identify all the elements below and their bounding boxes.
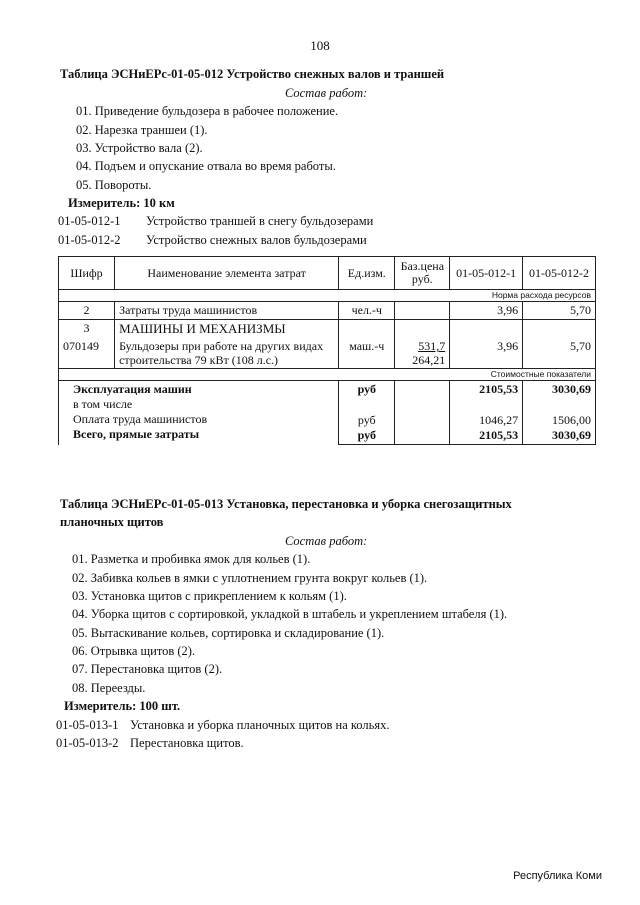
cost-unit-line: руб bbox=[357, 382, 376, 396]
resource-table bbox=[58, 256, 596, 445]
section-cost-label: Стоимостные показатели bbox=[59, 369, 596, 381]
cost-unit-line: руб bbox=[357, 413, 376, 427]
row-name: Затраты труда машинистов bbox=[115, 302, 339, 320]
section-row bbox=[59, 369, 596, 381]
table2-step: 05. Вытаскивание кольев, сортировка и складирование (1). bbox=[72, 626, 385, 640]
cost-v1-line: 1046,27 bbox=[479, 413, 519, 427]
table1-step: 03. Устройство вала (2). bbox=[76, 141, 203, 155]
table2-step: 06. Отрывка щитов (2). bbox=[72, 644, 196, 658]
table-row bbox=[59, 302, 596, 320]
table2-title-line1: Таблица ЭСНиЕРс-01-05-013 Установка, перестановка и уборка снегозащитных bbox=[60, 497, 512, 511]
cost-v2-line: 3030,69 bbox=[552, 382, 591, 396]
row-name bbox=[115, 338, 339, 369]
cost-v1-line: 2105,53 bbox=[479, 428, 519, 442]
table1-code-text: Устройство снежных валов бульдозерами bbox=[146, 233, 367, 247]
table2-meter: Измеритель: 100 шт. bbox=[64, 699, 181, 713]
cost-v2-line: 1506,00 bbox=[552, 413, 591, 427]
table-row bbox=[59, 320, 596, 339]
row-value-1 bbox=[450, 320, 523, 339]
cost-price bbox=[395, 381, 450, 445]
table2-code: 01-05-013-2 bbox=[56, 736, 119, 750]
cost-value-2 bbox=[523, 381, 596, 445]
table-row bbox=[59, 381, 596, 445]
table1-step: 01. Приведение бульдозера в рабочее положение. bbox=[76, 104, 339, 118]
cost-v1-line: 2105,53 bbox=[479, 382, 519, 396]
table2-title-line2: планочных щитов bbox=[60, 515, 164, 529]
header-code: Шифр bbox=[59, 257, 115, 290]
table1-code: 01-05-012-2 bbox=[58, 233, 121, 247]
table2-step: 03. Установка щитов с прикреплением к кольям (1). bbox=[72, 589, 347, 603]
cost-v2-line: 3030,69 bbox=[552, 428, 591, 442]
header-name: Наименование элемента затрат bbox=[115, 257, 339, 290]
cost-v1-line bbox=[454, 397, 518, 413]
page-number: 108 bbox=[310, 38, 330, 53]
footer-region: Республика Коми bbox=[513, 870, 602, 882]
price-line: 531,7 bbox=[418, 339, 446, 353]
row-unit: чел.-ч bbox=[339, 302, 395, 320]
cost-name-line: Эксплуатация машин bbox=[73, 382, 192, 396]
row-name-line: Бульдозеры при работе на других видах bbox=[119, 339, 324, 353]
row-value-1: 3,96 bbox=[450, 302, 523, 320]
header-col1: 01-05-012-1 bbox=[450, 257, 523, 290]
cost-value-1 bbox=[450, 381, 523, 445]
table1-meter: Измеритель: 10 км bbox=[68, 196, 175, 210]
row-value-1: 3,96 bbox=[450, 338, 523, 369]
table1-code: 01-05-012-1 bbox=[58, 214, 121, 228]
table1-step: 05. Повороты. bbox=[76, 178, 152, 192]
table-header-row bbox=[59, 257, 596, 290]
row-code: 070149 bbox=[59, 338, 115, 369]
row-price bbox=[395, 302, 450, 320]
row-price bbox=[395, 320, 450, 339]
cost-name bbox=[59, 381, 339, 445]
row-value-2 bbox=[523, 320, 596, 339]
row-unit bbox=[339, 320, 395, 339]
table1-title: Таблица ЭСНиЕРс-01-05-012 Устройство снежных валов и траншей bbox=[60, 67, 445, 81]
cost-name-line: Всего, прямые затраты bbox=[73, 427, 200, 441]
table2-step: 01. Разметка и пробивка ямок для кольев (1). bbox=[72, 552, 311, 566]
row-name-line: строительства 79 кВт (108 л.с.) bbox=[119, 353, 279, 367]
table2-step: 07. Перестановка щитов (2). bbox=[72, 662, 223, 676]
section-row bbox=[59, 290, 596, 302]
section-norm-label: Норма расхода ресурсов bbox=[59, 290, 596, 302]
cost-unit-line bbox=[343, 397, 390, 413]
table2-code-text: Перестановка щитов. bbox=[130, 736, 244, 750]
row-name: МАШИНЫ И МЕХАНИЗМЫ bbox=[115, 320, 339, 339]
table2-code-text: Установка и уборка планочных щитов на кольях. bbox=[130, 718, 390, 732]
cost-unit bbox=[339, 381, 395, 445]
cost-unit-line: руб bbox=[357, 428, 376, 442]
row-value-2: 5,70 bbox=[523, 302, 596, 320]
table-row bbox=[59, 338, 596, 369]
table1-step: 04. Подъем и опускание отвала во время работы. bbox=[76, 159, 336, 173]
header-unit: Ед.изм. bbox=[339, 257, 395, 290]
row-value-2: 5,70 bbox=[523, 338, 596, 369]
table1-composition-heading: Состав работ: bbox=[285, 86, 368, 100]
price-line: 264,21 bbox=[412, 353, 446, 367]
table2-code: 01-05-013-1 bbox=[56, 718, 119, 732]
row-price bbox=[395, 338, 450, 369]
row-code: 2 bbox=[59, 302, 115, 320]
table1-code-text: Устройство траншей в снегу бульдозерами bbox=[146, 214, 374, 228]
cost-name-line: Оплата труда машинистов bbox=[73, 412, 208, 426]
header-price: Баз.цена руб. bbox=[395, 257, 450, 290]
header-col2: 01-05-012-2 bbox=[523, 257, 596, 290]
row-unit: маш.-ч bbox=[339, 338, 395, 369]
table1-step: 02. Нарезка траншеи (1). bbox=[76, 123, 208, 137]
cost-name-line: в том числе bbox=[73, 397, 133, 411]
table2-composition-heading: Состав работ: bbox=[285, 534, 368, 548]
table2-step: 08. Переезды. bbox=[72, 681, 146, 695]
table2-step: 02. Забивка кольев в ямки с уплотнением грунта вокруг кольев (1). bbox=[72, 571, 428, 585]
cost-v2-line bbox=[527, 397, 591, 413]
table2-step: 04. Уборка щитов с сортировкой, укладкой в штабель и укреплением штабеля (1). bbox=[72, 607, 508, 621]
row-code: 3 bbox=[59, 320, 115, 339]
